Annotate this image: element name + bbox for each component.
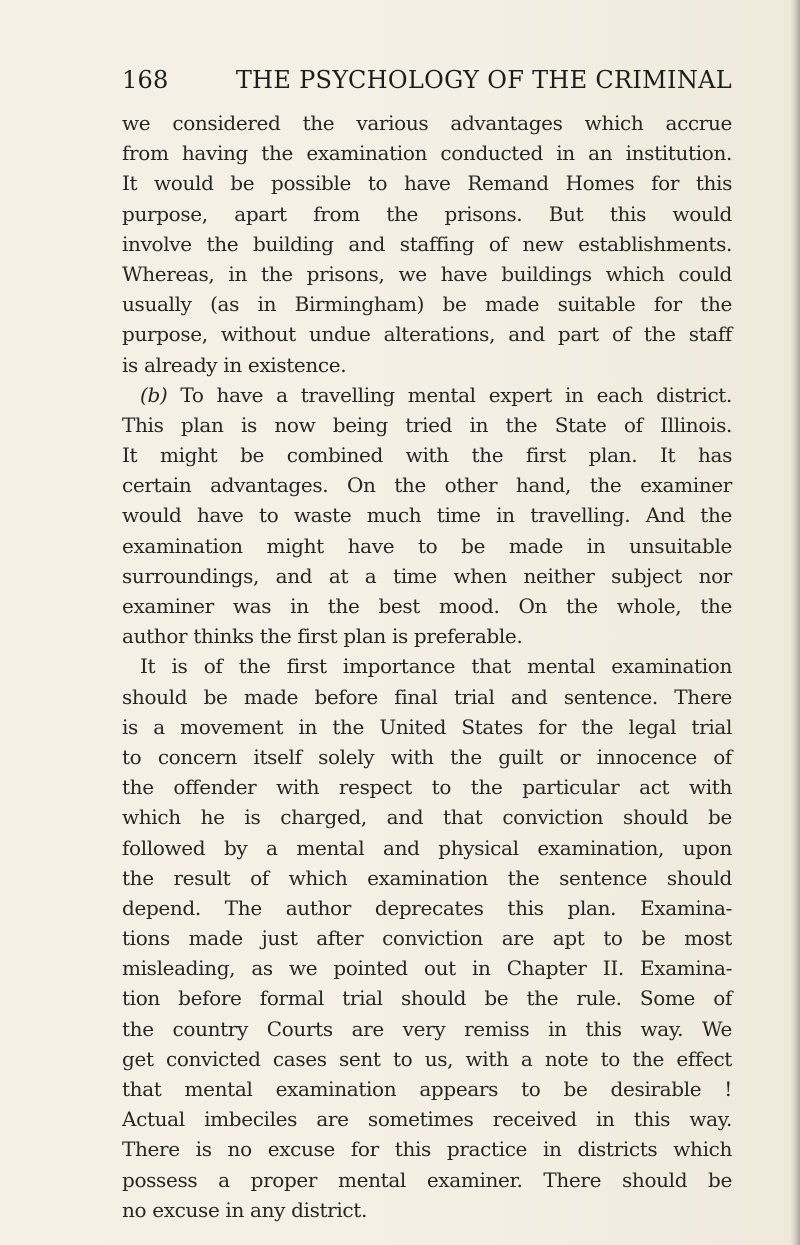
text-line: This plan is now being tried in the State of Illinois. [122,412,732,437]
page-number: 168 [122,66,169,94]
text-line: which he is charged, and that conviction should be [122,805,732,830]
text-line: the offender with respect to the particular act with [122,775,732,800]
text-line: followed by a mental and physical examination, upon [122,835,732,860]
text-line: surroundings, and at a time when neither subject nor [122,563,732,588]
item-b-marker: (b) [140,382,168,407]
text-line: Actual imbeciles are sometimes received in this way. [122,1107,732,1132]
text-line: possess a proper mental examiner. There should be [122,1167,732,1192]
text-line: It might be combined with the first plan. It has [122,443,732,468]
text-line: purpose, without undue alterations, and part of the staff [122,322,732,347]
running-title: THE PSYCHOLOGY OF THE CRIMINAL [235,66,732,94]
text-line: from having the examination conducted in an institution. [122,141,732,166]
text-line: usually (as in Birmingham) be made suitable for the [122,292,732,317]
text-line: It is of the first importance that mental examination [140,654,732,679]
text-line: would have to waste much time in travelling. And the [122,503,732,528]
text-line: the result of which examination the sentence should [122,865,732,890]
text-line: we considered the various advantages which accrue [122,111,732,135]
text-line: should be made before final trial and sentence. There [122,684,732,709]
text-line: author thinks the first plan is preferable. [122,624,523,649]
text-line: is already in existence. [122,352,347,377]
text-line: It would be possible to have Remand Homes for this [122,171,732,196]
body-text [122,108,732,1225]
text-line: get convicted cases sent to us, with a note to the effect [122,1046,732,1071]
text-line: misleading, as we pointed out in Chapter II. Examina- [122,956,732,981]
running-head [122,62,732,98]
text-line: no excuse in any district. [122,1197,367,1222]
text-line: is a movement in the United States for the legal trial [122,714,732,739]
page-edge-shadow [790,0,800,1245]
text-line: the country Courts are very remiss in this way. We [122,1016,732,1041]
text-line: certain advantages. On the other hand, the examiner [122,473,732,498]
text-line: purpose, apart from the prisons. But this would [122,201,732,226]
text-line: that mental examination appears to be desirable ! [122,1077,732,1101]
text-line: tions made just after conviction are apt to be most [122,926,732,951]
text-line: involve the building and staffing of new establishments. [122,231,732,256]
text-line: There is no excuse for this practice in districts which [122,1137,732,1162]
item-b-line [122,380,732,410]
text-line: to concern itself solely with the guilt or innocence of [122,744,732,769]
text-line: tion before formal trial should be the rule. Some of [122,986,732,1011]
text-line: Whereas, in the prisons, we have buildings which could [122,261,732,286]
text-line: examination might have to be made in unsuitable [122,533,732,558]
text-line: depend. The author deprecates this plan. Examina- [122,895,732,920]
text-line: examiner was in the best mood. On the whole, the [122,594,732,618]
item-b-text: To have a travelling mental expert in each district. [180,382,732,407]
